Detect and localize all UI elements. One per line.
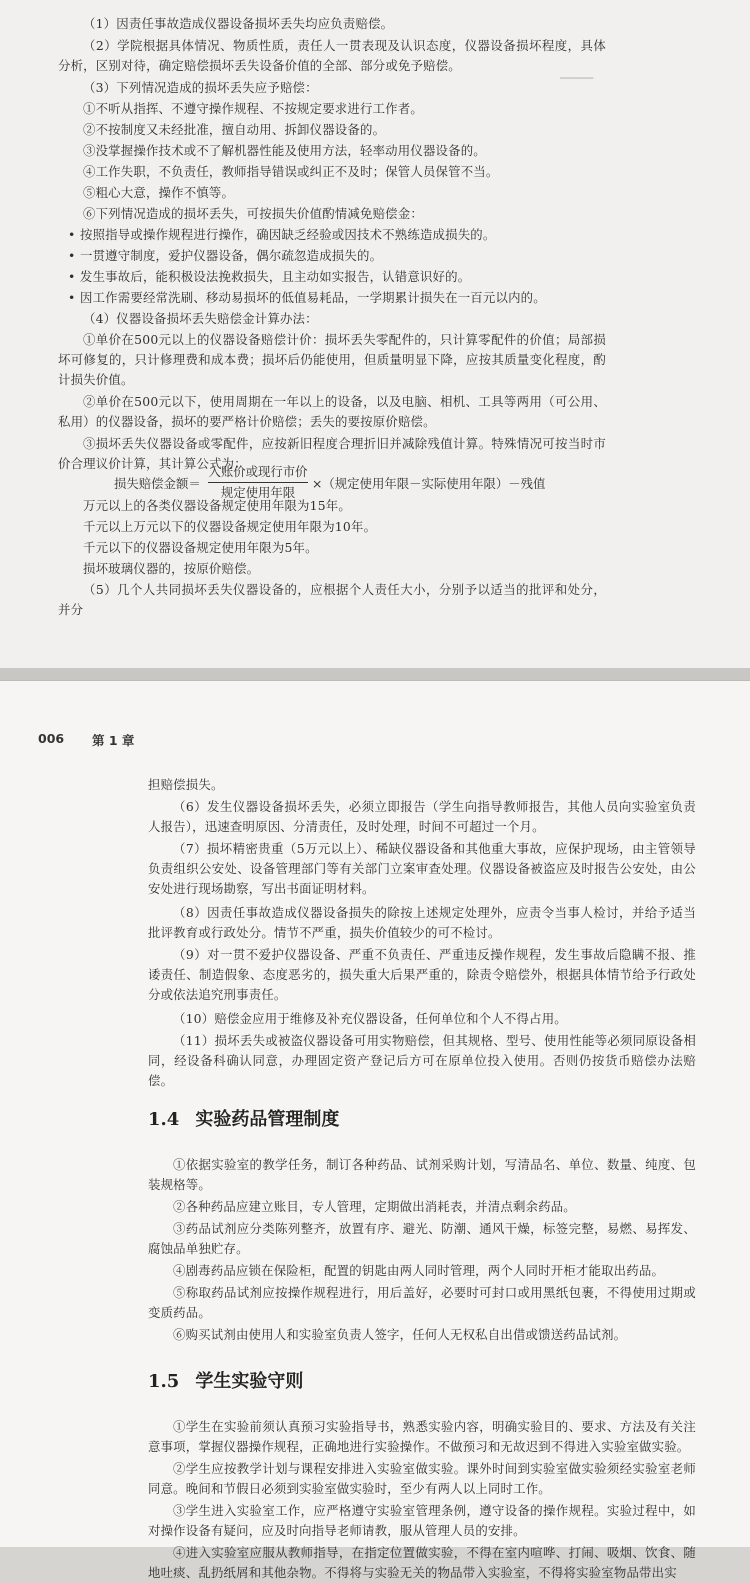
paragraph: ①依据实验室的教学任务，制订各种药品、试剂采购计划，写清品名、单位、数量、纯度、包装规格等。 <box>148 1157 696 1192</box>
paragraph: ②不按制度又未经批准，擅自动用、拆卸仪器设备的。 <box>83 122 386 137</box>
section-title: 实验药品管理制度 <box>195 1109 340 1130</box>
section-heading-1-4 <box>148 1105 339 1131</box>
paragraph: 千元以上万元以下的仪器设备规定使用年限为10年。 <box>83 519 377 534</box>
formula-denominator: 规定使用年限 <box>220 485 296 500</box>
paragraph: ③药品试剂应分类陈列整齐，放置有序、避光、防潮、通风干燥，标签完整，易燃、易挥发、腐蚀品单独贮存。 <box>148 1221 696 1256</box>
paragraph: ④进入实验室应服从教师指导，在指定位置做实验，不得在室内喧哗、打闹、吸烟、饮食、随地吐痰、乱扔纸屑和其他杂物。不得将与实验无关的物品带入实验室，不得将实验室物品带出实 <box>148 1545 696 1580</box>
paragraph: ③没掌握操作技术或不了解机器性能及使用方法，轻率动用仪器设备的。 <box>83 143 486 158</box>
paragraph: （1）因责任事故造成仪器设备损坏丢失均应负责赔偿。 <box>83 16 394 31</box>
formula-numerator: 入账价或现行市价 <box>208 462 308 483</box>
bottom-page <box>0 680 750 1580</box>
paragraph: ⑤粗心大意，操作不慎等。 <box>83 185 235 200</box>
paragraph: ⑥下列情况造成的损坏丢失，可按损失价值酌情减免赔偿金： <box>83 206 423 221</box>
paragraph: 万元以上的各类仪器设备规定使用年限为15年。 <box>83 498 351 513</box>
bullet-item: • 发生事故后，能积极设法挽救损失，且主动如实报告，认错意识好的。 <box>66 267 620 287</box>
paragraph: ②单价在500元以下，使用周期在一年以上的设备，以及电脑、相机、工具等两用（可公用、私用）的仪器设备，损坏的要严格计价赔偿；丢失的要按原价赔偿。 <box>58 394 606 429</box>
paragraph: ②各种药品应建立账目，专人管理，定期做出消耗表，并清点剩余药品。 <box>173 1199 576 1214</box>
running-head <box>0 731 750 751</box>
top-page <box>0 0 750 668</box>
paragraph: ①学生在实验前须认真预习实验指导书，熟悉实验内容，明确实验目的、要求、方法及有关注意事项，掌握仪器操作规程，正确地进行实验操作。不做预习和无故迟到不得进入实验室做实验。 <box>148 1419 696 1454</box>
paragraph: （2）学院根据具体情况、物质性质，责任人一贯表现及认识态度，仪器设备损坏程度，具体分析，区别对待，确定赔偿损坏丢失设备价值的全部、部分或免予赔偿。 <box>58 38 606 73</box>
paragraph: ①单价在500元以上的仪器设备赔偿计价：损坏丢失零配件的，只计算零配件的价值；局部损坏可修复的，只计修理费和成本费；损坏后仍能使用，但质量明显下降，应按其质量变化程度，酌计损失价值。 <box>58 332 606 387</box>
bullet-item: • 一贯遵守制度，爱护仪器设备，偶尔疏忽造成损失的。 <box>66 246 620 266</box>
paragraph: ②学生应按教学计划与课程安排进入实验室做实验。课外时间到实验室做实验须经实验室老师同意。晚间和节假日必须到实验室做实验时，至少有两人以上同时工作。 <box>148 1461 696 1496</box>
paragraph: （8）因责任事故造成仪器设备损失的除按上述规定处理外，应责令当事人检讨，并给予适当批评教育或行政处分。情节不严重，损失价值较少的可不检讨。 <box>148 905 696 940</box>
paragraph: ④工作失职，不负责任，教师指导错误或纠正不及时；保管人员保管不当。 <box>83 164 499 179</box>
bullet-item: • 按照指导或操作规程进行操作，确因缺乏经验或因技术不熟练造成损失的。 <box>66 225 620 245</box>
paragraph: 损坏玻璃仪器的，按原价赔偿。 <box>83 561 260 576</box>
paragraph: ①不听从指挥、不遵守操作规程、不按规定要求进行工作者。 <box>83 101 423 116</box>
section-number: 1.4 <box>148 1109 180 1130</box>
bleed-through: ━━━━━ <box>560 72 594 85</box>
paragraph: （9）对一贯不爱护仪器设备、严重不负责任、严重违反操作规程，发生事故后隐瞒不报、推诿责任、制造假象、态度恶劣的，损失重大后果严重的，除责令赔偿外，根据具体情节给予行政处分或依法追究刑事责任。 <box>148 947 696 1002</box>
paragraph: （5）几个人共同损坏丢失仪器设备的，应根据个人责任大小，分别予以适当的批评和处分，并分 <box>58 582 606 617</box>
paragraph: ⑥购买试剂由使用人和实验室负责人签字，任何人无权私自出借或馈送药品试剂。 <box>173 1327 627 1342</box>
section-title: 学生实验守则 <box>195 1371 304 1392</box>
page-number: 006 <box>38 731 65 746</box>
formula-lhs: 损失赔偿金额＝ <box>114 476 201 491</box>
paragraph: （3）下列情况造成的损坏丢失应予赔偿： <box>83 80 318 95</box>
paragraph: （11）损坏丢失或被盗仪器设备可用实物赔偿，但其规格、型号、使用性能等必须同原设备相同，经设备科确认同意，办理固定资产登记后方可在原单位投入使用。否则仍按货币赔偿办法赔偿。 <box>148 1033 696 1088</box>
paragraph: （6）发生仪器设备损坏丢失，必须立即报告（学生向指导教师报告，其他人员向实验室负责人报告），迅速查明原因、分清责任，及时处理，时间不可超过一个月。 <box>148 799 696 834</box>
paragraph: 担赔偿损失。 <box>148 777 224 792</box>
paragraph: （10）赔偿金应用于维修及补充仪器设备，任何单位和个人不得占用。 <box>173 1011 567 1026</box>
paragraph: ⑤称取药品试剂应按操作规程进行，用后盖好，必要时可封口或用黑纸包裹，不得使用过期或变质药品。 <box>148 1285 696 1320</box>
formula-rhs: ×（规定使用年限－实际使用年限）－残值 <box>312 476 546 491</box>
section-number: 1.5 <box>148 1371 180 1392</box>
paragraph: 千元以下的仪器设备规定使用年限为5年。 <box>83 540 318 555</box>
paragraph: ④剧毒药品应锁在保险柜，配置的钥匙由两人同时管理，两个人同时开柜才能取出药品。 <box>173 1263 665 1278</box>
paragraph: ③损坏丢失仪器设备或零配件，应按新旧程度合理折旧并减除残值计算。特殊情况可按当时市价合理议价计算，其计算公式为： <box>58 436 606 471</box>
page-separator <box>0 668 750 680</box>
section-heading-1-5 <box>148 1367 303 1393</box>
bullet-item: • 因工作需要经常洗刷、移动易损坏的低值易耗品，一学期累计损失在一百元以内的。 <box>66 288 620 308</box>
chapter-label: 第 1 章 <box>92 733 135 748</box>
paragraph: （7）损坏精密贵重（5万元以上）、稀缺仪器设备和其他重大事故，应保护现场，由主管领导负责组织公安处、设备管理部门等有关部门立案审查处理。仪器设备被盗应及时报告公安处，由公安处进行现场勘察，写出书面证明材料。 <box>148 841 696 896</box>
paragraph: （4）仪器设备损坏丢失赔偿金计算办法： <box>83 311 318 326</box>
paragraph: ③学生进入实验室工作，应严格遵守实验室管理条例，遵守设备的操作规程。实验过程中，如对操作设备有疑问，应及时向指导老师请教，服从管理人员的安排。 <box>148 1503 696 1538</box>
